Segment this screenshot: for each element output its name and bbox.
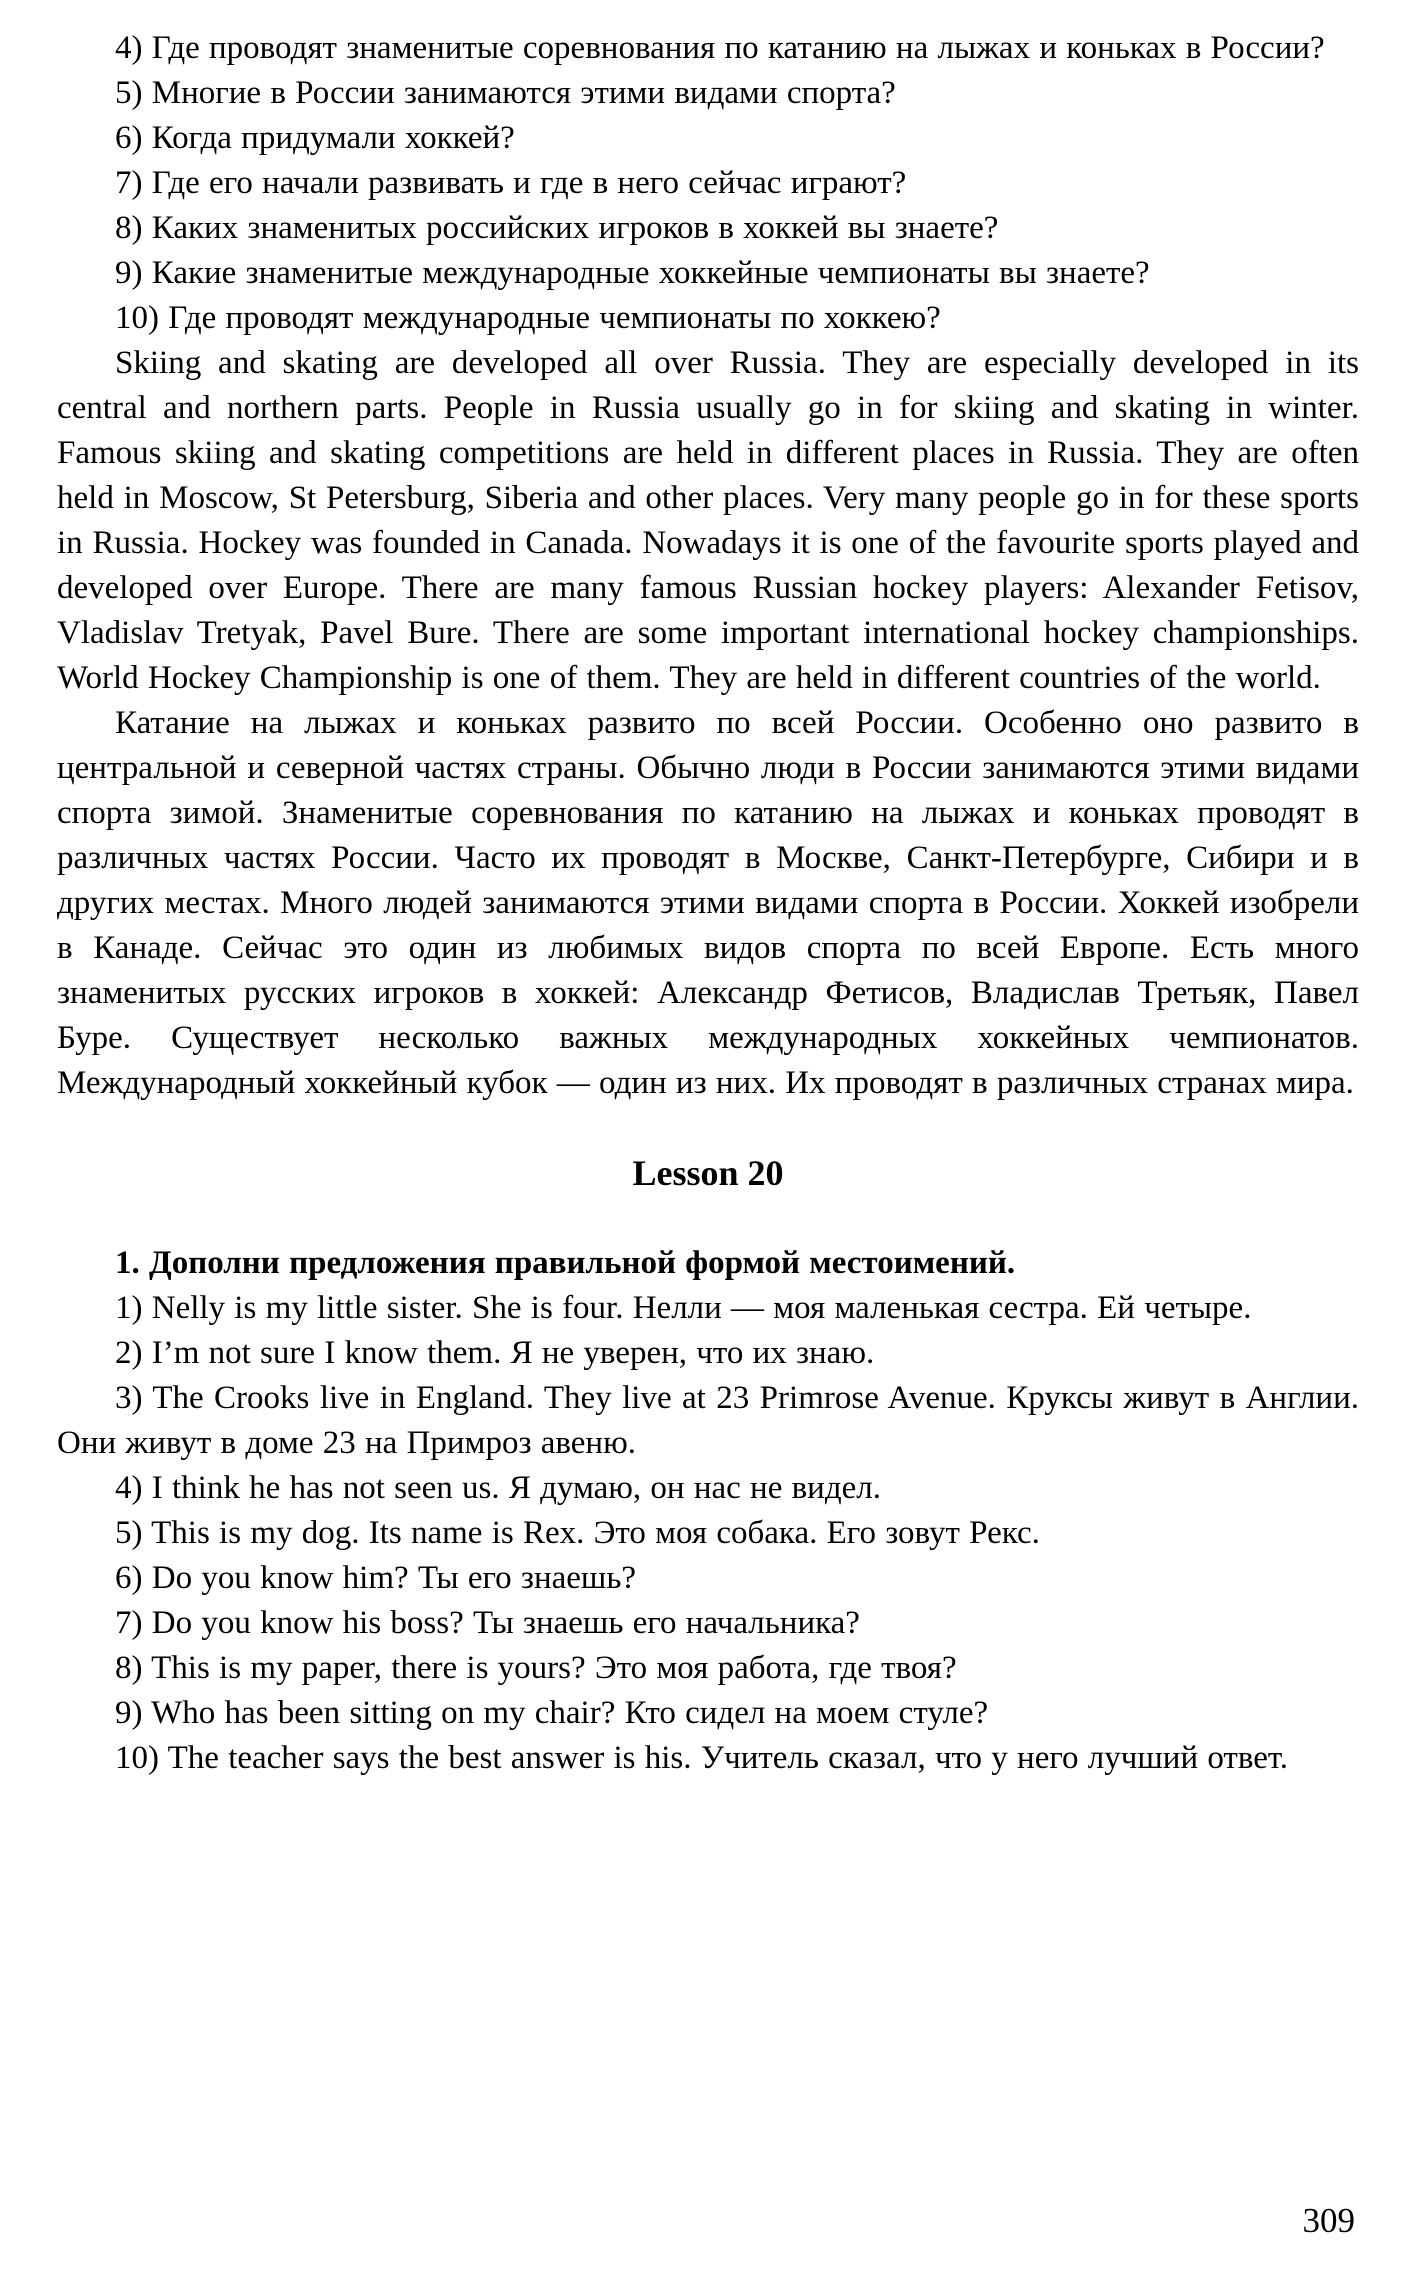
lesson-heading: Lesson 20 (632, 1153, 784, 1193)
exercise-heading: 1. Дополни предложения правильной формой местоимений. (115, 1245, 1016, 1281)
exercise-item: 10) The teacher says the best answer is his. Учитель сказал, что у него лучший ответ. (115, 1740, 1289, 1776)
question-list (57, 26, 1359, 341)
question-item: 10) Где проводят международные чемпионаты по хоккею? (115, 300, 941, 336)
question-item: 7) Где его начали развивать и где в него сейчас играют? (115, 165, 907, 201)
question-item: 5) Многие в России занимаются этими видами спорта? (115, 75, 896, 111)
question-item: 9) Какие знаменитые международные хоккейные чемпионаты вы знаете? (115, 255, 1150, 291)
question-item: 6) Когда придумали хоккей? (115, 120, 515, 156)
exercise-item: 4) I think he has not seen us. Я думаю, он нас не видел. (115, 1470, 881, 1506)
question-item: 8) Каких знаменитых российских игроков в хоккей вы знаете? (115, 210, 999, 246)
russian-paragraph: Катание на лыжах и коньках развито по всей России. Особенно оно развито в центральной и северной частях страны. Обычно люди в России занимаются этими видами спорта зимой. Знаменитые соревнования по катанию на лыжах и коньках проводят в различных частях России. Часто их проводят в Москве, Санкт-Петербурге, Сибири и в других местах. Много людей занимаются этими видами спорта в России. Хоккей изобрели в Канаде. Сейчас это один из любимых видов спорта по всей Европе. Есть много знаменитых русских игроков в хоккей: Александр Фетисов, Владислав Третьяк, Павел Буре. Существует несколько важных международных хоккейных чемпионатов. Международный хоккейный кубок — один из них. Их проводят в различных странах мира. (57, 705, 1359, 1101)
exercise-item: 3) The Crooks live in England. They live at 23 Primrose Avenue. Круксы живут в Англии. Они живут в доме 23 на Примроз авеню. (57, 1380, 1359, 1461)
question-item: 4) Где проводят знаменитые соревнования по катанию на лыжах и коньках в России? (115, 30, 1325, 66)
exercise-list (57, 1286, 1359, 1781)
english-paragraph: Skiing and skating are developed all over Russia. They are especially developed in its central and northern parts. People in Russia usually go in for skiing and skating in winter. Famous skiing and skating competitions are held in different places in Russia. They are often held in Moscow, St Petersburg, Siberia and other places. Very many people go in for these sports in Russia. Hockey was founded in Canada. Nowadays it is one of the favourite sports played and developed over Europe. There are many famous Russian hockey players: Alexander Fetisov, Vladislav Tretyak, Pavel Bure. There are some important international hockey championships. World Hockey Championship is one of them. They are held in different countries of the world. (57, 345, 1359, 696)
exercise-item: 6) Do you know him? Ты его знаешь? (115, 1560, 637, 1596)
exercise-item: 1) Nelly is my little sister. She is four. Нелли — моя маленькая сестра. Ей четыре. (115, 1290, 1252, 1326)
page-number: 309 (1302, 2201, 1355, 2240)
exercise-item: 2) I’m not sure I know them. Я не уверен, что их знаю. (115, 1335, 875, 1371)
exercise-item: 8) This is my paper, there is yours? Это моя работа, где твоя? (115, 1650, 957, 1686)
exercise-item: 9) Who has been sitting on my chair? Кто сидел на моем стуле? (115, 1695, 989, 1731)
exercise-item: 5) This is my dog. Its name is Rex. Это моя собака. Его зовут Рекс. (115, 1515, 1040, 1551)
exercise-item: 7) Do you know his boss? Ты знаешь его начальника? (115, 1605, 860, 1641)
